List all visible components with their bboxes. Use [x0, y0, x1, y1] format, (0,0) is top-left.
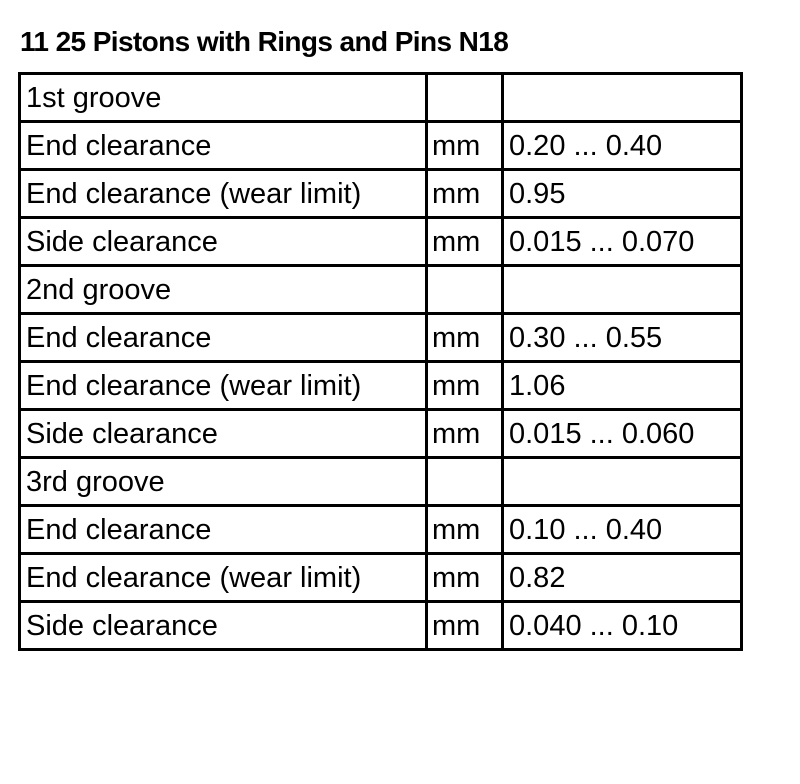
row-value: [503, 74, 742, 122]
row-value: 0.95: [503, 170, 742, 218]
row-unit: mm: [427, 410, 503, 458]
row-value: 0.20 ... 0.40: [503, 122, 742, 170]
row-unit: mm: [427, 362, 503, 410]
row-label: 1st groove: [20, 74, 427, 122]
row-value: [503, 458, 742, 506]
row-value: 1.06: [503, 362, 742, 410]
table-row: [20, 506, 742, 554]
table-row: [20, 314, 742, 362]
row-unit: mm: [427, 602, 503, 650]
table-row: [20, 602, 742, 650]
row-label: End clearance (wear limit): [20, 170, 427, 218]
row-label: End clearance (wear limit): [20, 554, 427, 602]
row-value: [503, 266, 742, 314]
row-unit: mm: [427, 218, 503, 266]
row-label: End clearance: [20, 314, 427, 362]
row-unit: [427, 266, 503, 314]
row-label: 3rd groove: [20, 458, 427, 506]
row-unit: mm: [427, 554, 503, 602]
table-row-1st-groove: [20, 74, 742, 122]
row-label: 2nd groove: [20, 266, 427, 314]
row-label: End clearance: [20, 506, 427, 554]
row-label: End clearance (wear limit): [20, 362, 427, 410]
row-unit: mm: [427, 170, 503, 218]
row-value: 0.10 ... 0.40: [503, 506, 742, 554]
document-title: 11 25 Pistons with Rings and Pins N18: [20, 26, 509, 57]
table-row: [20, 554, 742, 602]
row-value: 0.015 ... 0.060: [503, 410, 742, 458]
row-unit: [427, 458, 503, 506]
row-value: 0.30 ... 0.55: [503, 314, 742, 362]
clearance-spec-table: [18, 72, 743, 651]
row-value: 0.015 ... 0.070: [503, 218, 742, 266]
row-unit: mm: [427, 314, 503, 362]
table-row: [20, 218, 742, 266]
row-unit: mm: [427, 122, 503, 170]
row-label: End clearance: [20, 122, 427, 170]
table-row-2nd-groove: [20, 266, 742, 314]
row-value: 0.82: [503, 554, 742, 602]
row-label: Side clearance: [20, 218, 427, 266]
row-label: Side clearance: [20, 602, 427, 650]
table-row: [20, 170, 742, 218]
table-row: [20, 122, 742, 170]
table-row: [20, 362, 742, 410]
row-unit: [427, 74, 503, 122]
row-value: 0.040 ... 0.10: [503, 602, 742, 650]
row-unit: mm: [427, 506, 503, 554]
table-row: [20, 410, 742, 458]
row-label: Side clearance: [20, 410, 427, 458]
table-row-3rd-groove: [20, 458, 742, 506]
